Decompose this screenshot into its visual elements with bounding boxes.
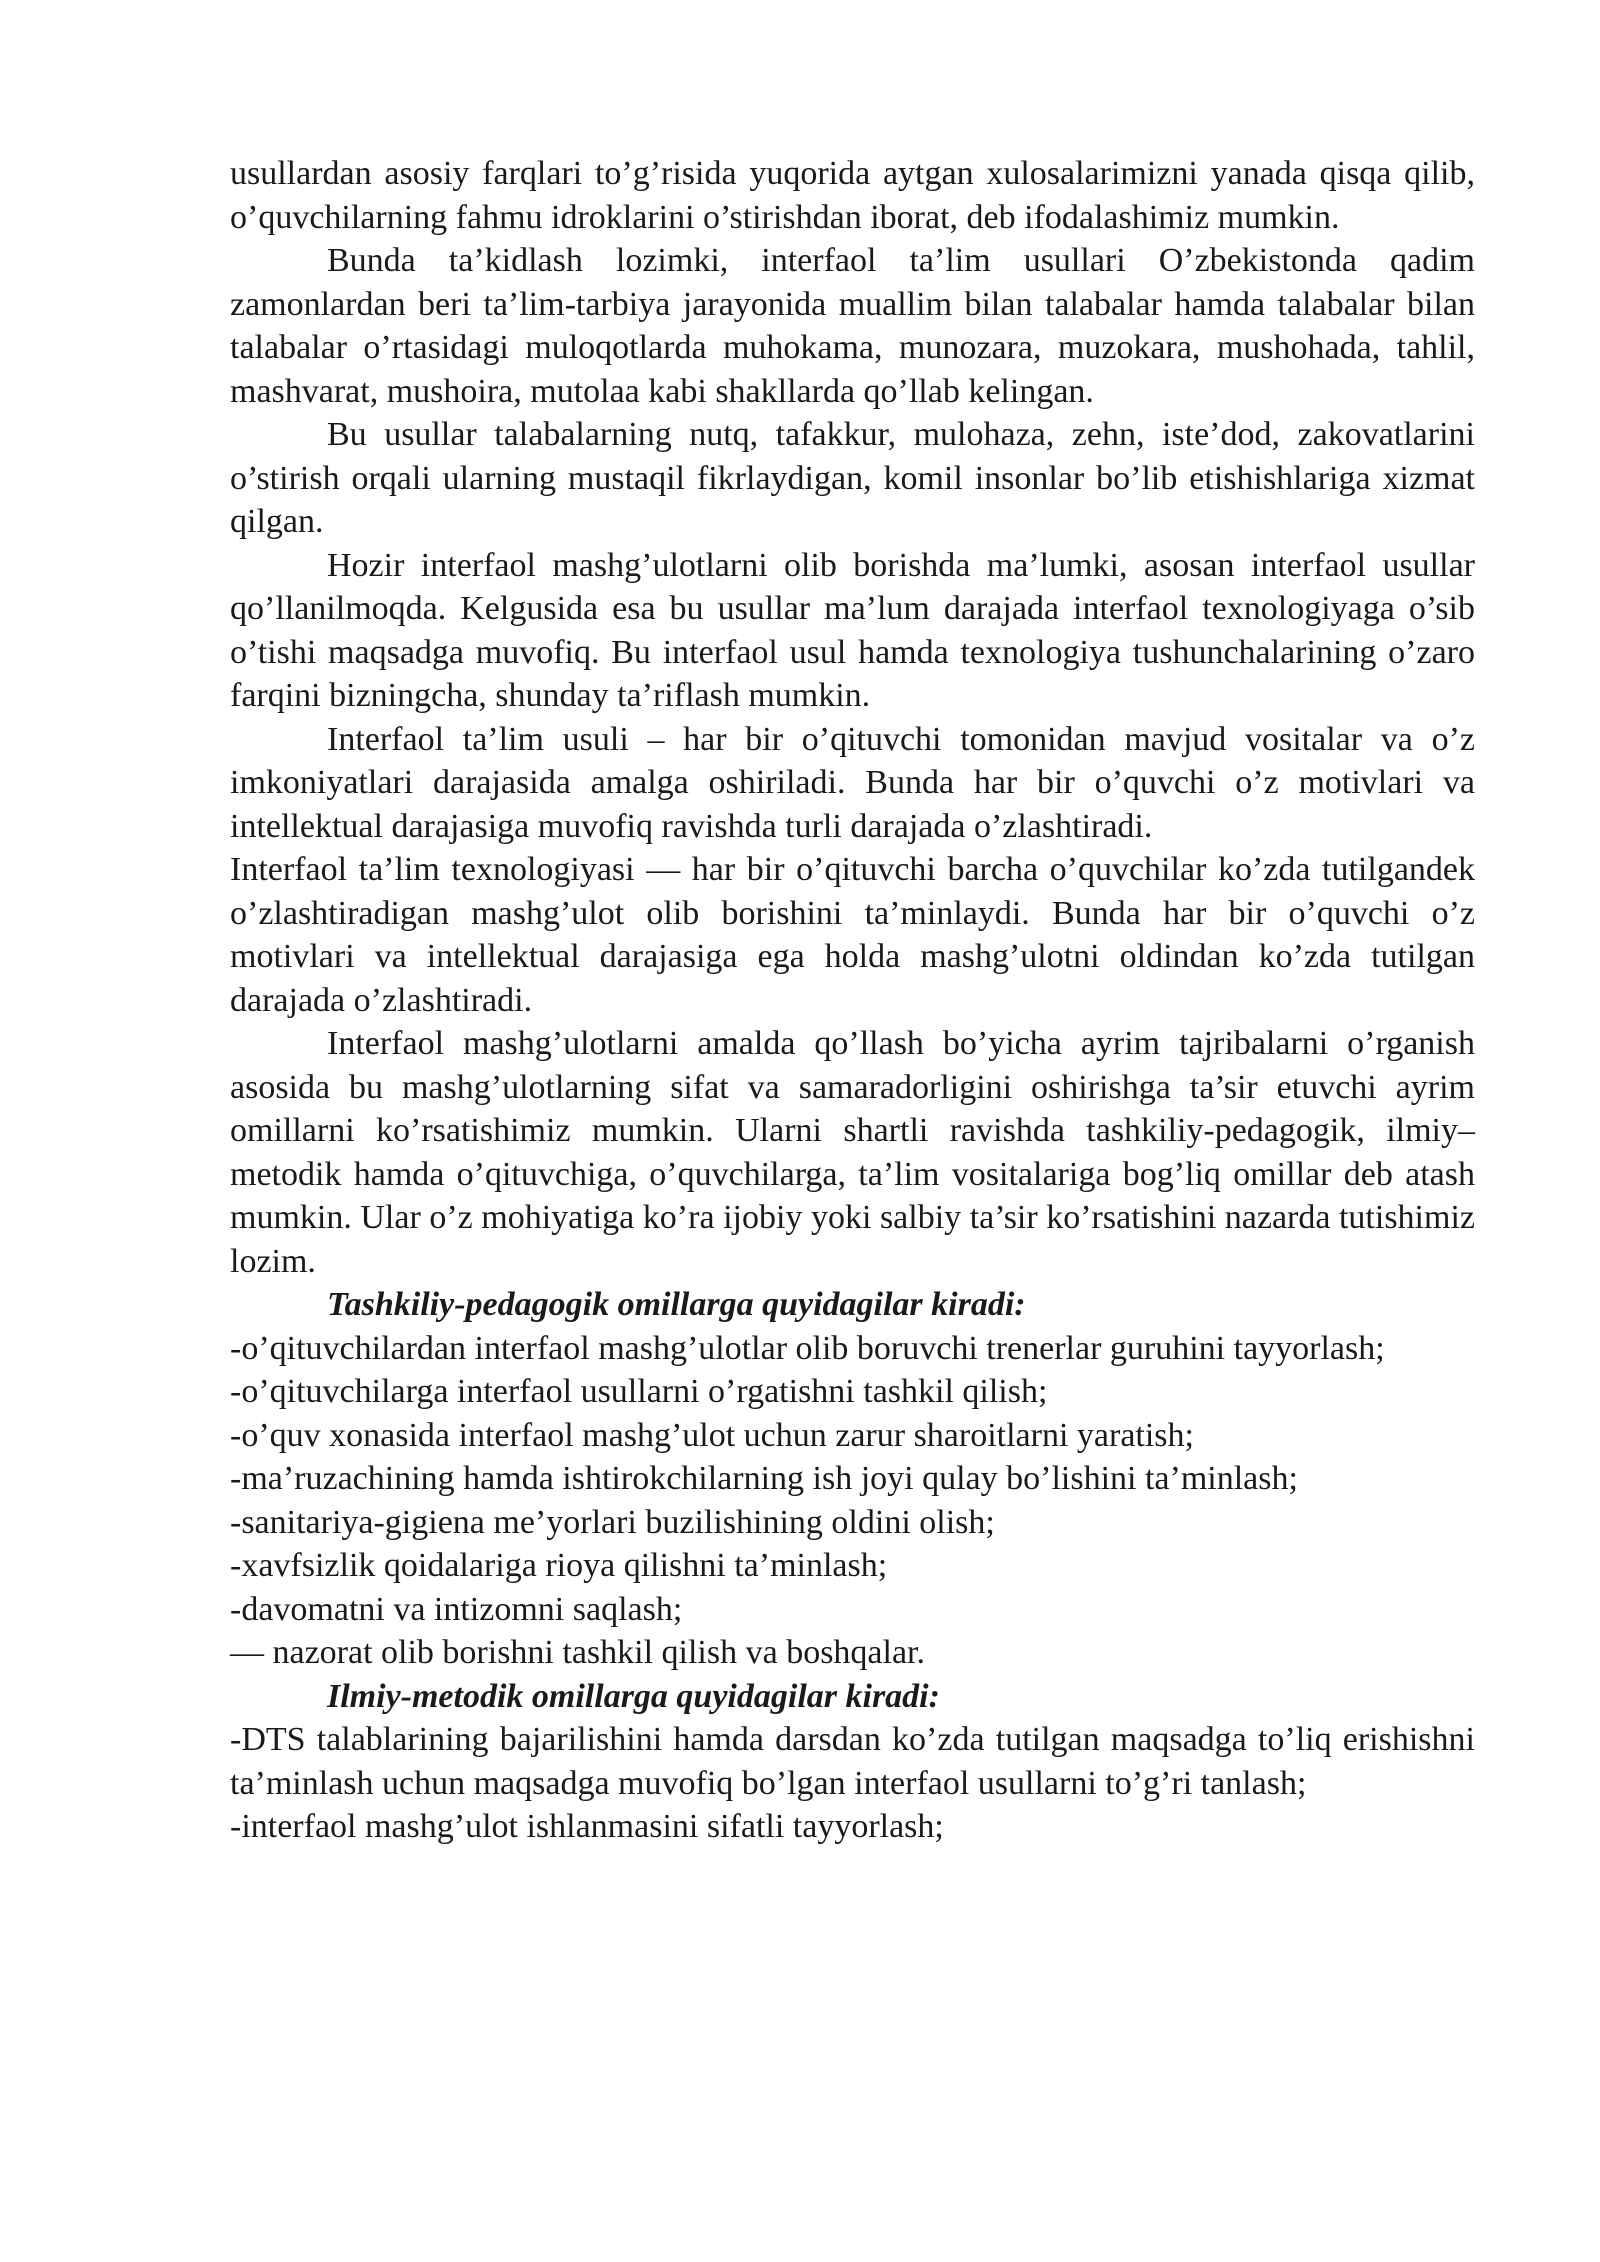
paragraph-technology-definition: Interfaol ta’lim texnologiyasi — har bir o’qituvchi barcha o’quvchilar ko’zda tutilgandek o’zlashtiradigan mashg’ulot olib borishini ta’minlaydi. Bunda har bir o’quvchi o’z motivlari va intellektual darajasiga ega holda mashg’ulotni oldindan ko’zda tutilgan darajada o’zlashtiradi. [230,851,1475,1019]
list-item: -ma’ruzachining hamda ishtirokchilarning ish joyi qulay bo’lishini ta’minlash; [230,1460,1298,1497]
list-item: -o’qituvchilardan interfaol mashg’ulotlar olib boruvchi trenerlar guruhini tayyorlash; [230,1329,1385,1367]
list-item: -o’quv xonasida interfaol mashg’ulot uchun zarur sharoitlarni yaratish; [230,1416,1194,1454]
paragraph-intro: usullardan asosiy farqlari to’g’risida yuqorida aytgan xulosalarimizni yanada qisqa qilib, o’quvchilarning fahmu idroklarini o’stirishdan iborat, deb ifodalashimiz mumkin. [230,155,1475,236]
list-item: -interfaol mashg’ulot ishlanmasini sifatli tayyorlash; [230,1808,944,1845]
paragraph-factors-overview: Interfaol mashg’ulotlarni amalda qo’llash bo’yicha ayrim tajribalarni o’rganish asosida bu mashg’ulotlarning sifat va samaradorligini oshirishga ta’sir etuvchi ayrim omillarni ko’rsatishimiz mumkin. Ularni shartli ravishda tashkiliy-pedagogik, ilmiy–metodik hamda o’qituvchiga, o’quvchilarga, ta’lim vositalariga bog’liq omillar deb atash mumkin. Ular o’z mohiyatiga ko’ra ijobiy yoki salbiy ta’sir ko’rsatishini nazarda tutishimiz lozim. [230,1025,1475,1280]
list-item: -DTS talablarining bajarilishini hamda darsdan ko’zda tutilgan maqsadga to’liq erishishni ta’minlash uchun maqsadga muvofiq bo’lgan interfaol usullarni to’g’ri tanlash; [230,1721,1475,1802]
paragraph-interfaol-history: Bunda ta’kidlash lozimki, interfaol ta’lim usullari O’zbekistonda qadim zamonlardan beri ta’lim-tarbiya jarayonida muallim bilan talabalar hamda talabalar bilan talabalar o’rtasidagi muloqotlarda muhokama, munozara, muzokara, mushohada, tahlil, mashvarat, mushoira, mutolaa kabi shakllarda qo’llab kelingan. [230,242,1475,410]
list-item: -o’qituvchilarga interfaol usullarni o’rgatishni tashkil qilish; [230,1373,1048,1410]
list-item: -davomatni va intizomni saqlash; [230,1590,683,1628]
paragraph-methods-purpose: Bu usullar talabalarning nutq, tafakkur, mulohaza, zehn, iste’dod, zakovatlarini o’stirish orqali ularning mustaqil fikrlaydigan, komil insonlar bo’lib etishishlariga xizmat qilgan. [230,416,1475,540]
list-item: — nazorat olib borishni tashkil qilish va boshqalar. [230,1634,926,1671]
paragraph-current-usage: Hozir interfaol mashg’ulotlarni olib borishda ma’lumki, asosan interfaol usullar qo’llanilmoqda. Kelgusida esa bu usullar ma’lum darajada interfaol texnologiyaga o’sib o’tishi maqsadga muvofiq. Bu interfaol usul hamda texnologiya tushunchalarining o’zaro farqini bizningcha, shunday ta’riflash mumkin. [230,546,1475,714]
list-item: -sanitariya-gigiena me’yorlari buzilishining oldini olish; [230,1503,995,1541]
list-item: -xavfsizlik qoidalariga rioya qilishni ta’minlash; [230,1547,888,1584]
document-page [230,152,1475,1849]
section-heading-organizational: Tashkiliy-pedagogik omillarga quyidagilar kiradi: [327,1286,1026,1323]
paragraph-method-definition: Interfaol ta’lim usuli – har bir o’qituvchi tomonidan mavjud vositalar va o’z imkoniyatlari darajasida amalga oshiriladi. Bunda har bir o’quvchi o’z motivlari va intellektual darajasiga muvofiq ravishda turli darajada o’zlashtiradi. [230,720,1475,845]
section-heading-methodological: Ilmiy-metodik omillarga quyidagilar kiradi: [327,1677,940,1715]
